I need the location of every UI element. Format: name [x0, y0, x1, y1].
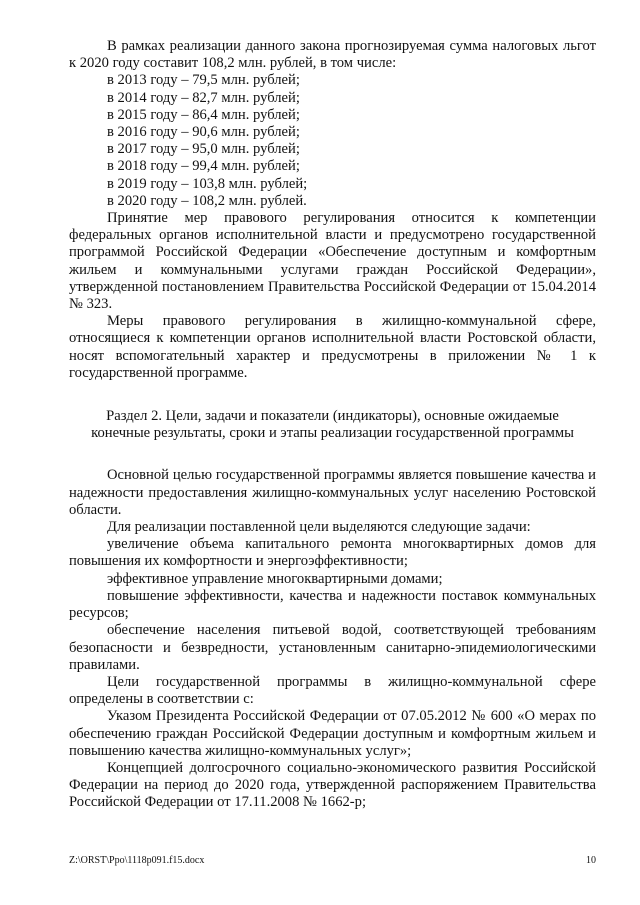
section-heading-line: Раздел 2. Цели, задачи и показатели (индикаторы), основные ожидаемые [106, 408, 559, 425]
competence-paragraph: Принятие мер правового регулирования относится к компетенции федеральных органов исполнительной власти и предусмотрено государственной программой Российской Федерации «Обеспечение доступным и комфортным жильем и коммунальными услугами граждан Российской Федерации», утвержденной постановлением Правительства Российской Федерации от 15.04.2014 № 323. [69, 210, 596, 313]
task-item: повышение эффективности, качества и надежности поставок коммунальных ресурсов; [69, 587, 596, 622]
yearly-list [69, 72, 596, 210]
year-item: в 2016 году – 90,6 млн. рублей; [107, 124, 300, 141]
measures-paragraph: Меры правового регулирования в жилищно-коммунальной сфере, относящиеся к компетенции органов исполнительной власти Ростовской области, носят вспомогательный характер и предусмотрены в приложении № 1 к государственной программе. [69, 313, 596, 381]
concept-paragraph: Концепцией долгосрочного социально-экономического развития Российской Федерации на период до 2020 года, утвержденной распоряжением Правительства Российской Федерации от 17.11.2008 № 1662-р; [69, 759, 596, 811]
year-item: в 2019 году – 103,8 млн. рублей; [107, 175, 308, 192]
tasks-intro: Для реализации поставленной цели выделяются следующие задачи: [107, 519, 531, 536]
goals-defined-paragraph: Цели государственной программы в жилищно-коммунальной сфере определены в соответствии с: [69, 673, 596, 708]
year-item: в 2017 году – 95,0 млн. рублей; [107, 141, 300, 158]
task-item: увеличение объема капитального ремонта многоквартирных домов для повышения их комфортности и энергоэффективности; [69, 536, 596, 570]
page-footer [69, 855, 596, 867]
year-item: в 2020 году – 108,2 млн. рублей. [107, 192, 307, 209]
file-path: Z:\ORST\Ppo\1118p091.f15.docx [69, 855, 205, 866]
goal-paragraph: Основной целью государственной программы является повышение качества и надежности предоставления жилищно-коммунальных услуг населению Ростовской области. [69, 467, 596, 518]
year-item: в 2014 году – 82,7 млн. рублей; [107, 89, 300, 106]
intro-paragraph: В рамках реализации данного закона прогнозируемая сумма налоговых льгот к 2020 году составит 108,2 млн. рублей, в том числе: [69, 38, 596, 72]
task-item: эффективное управление многоквартирными домами; [107, 570, 443, 587]
year-item: в 2018 году – 99,4 млн. рублей; [107, 158, 300, 175]
section-heading [69, 408, 596, 442]
section-heading-line: конечные результаты, сроки и этапы реализации государственной программы [91, 425, 574, 442]
decree-paragraph: Указом Президента Российской Федерации от 07.05.2012 № 600 «О мерах по обеспечению граждан Российской Федерации доступным и комфортным жильем и повышению качества жилищно-коммунальных услуг»; [69, 708, 596, 759]
year-item: в 2013 году – 79,5 млн. рублей; [107, 72, 300, 89]
document-body [69, 38, 596, 812]
page-number: 10 [586, 855, 596, 866]
task-item: обеспечение населения питьевой водой, соответствующей требованиям безопасности и безвредности, установленным санитарно-эпидемиологическими правилами. [69, 622, 596, 673]
year-item: в 2015 году – 86,4 млн. рублей; [107, 106, 300, 123]
